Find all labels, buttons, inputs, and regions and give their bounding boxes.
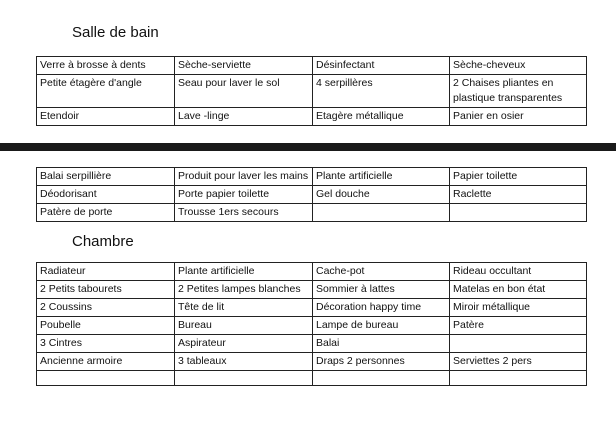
table-cell: Plante artificielle xyxy=(175,263,313,281)
table-cell: Désinfectant xyxy=(313,57,450,75)
table1-body xyxy=(37,57,587,126)
table-cell: 2 Petits tabourets xyxy=(37,281,175,299)
table-row xyxy=(37,371,587,386)
table-cell: Seau pour laver le sol xyxy=(175,75,313,108)
table-cell xyxy=(313,371,450,386)
table-row xyxy=(37,263,587,281)
table-cell: Sommier à lattes xyxy=(313,281,450,299)
table-cell: Produit pour laver les mains xyxy=(175,168,313,186)
table-cell: Etendoir xyxy=(37,108,175,126)
page-separator xyxy=(0,143,616,151)
table-cell: Petite étagère d'angle xyxy=(37,75,175,108)
table-cell: Tête de lit xyxy=(175,299,313,317)
table-row xyxy=(37,281,587,299)
table-cell: Lampe de bureau xyxy=(313,317,450,335)
table-cell: Serviettes 2 pers xyxy=(450,353,587,371)
table-cell: Déodorisant xyxy=(37,186,175,204)
table2-body xyxy=(37,168,587,222)
table-cell: Matelas en bon état xyxy=(450,281,587,299)
table-cell: 2 Petites lampes blanches xyxy=(175,281,313,299)
table-row xyxy=(37,75,587,108)
bathroom-table-2 xyxy=(36,167,587,222)
table-cell: Sèche-serviette xyxy=(175,57,313,75)
table-row xyxy=(37,299,587,317)
table-cell: 2 Coussins xyxy=(37,299,175,317)
table-cell: Ancienne armoire xyxy=(37,353,175,371)
table-row xyxy=(37,168,587,186)
table-cell: 4 serpillères xyxy=(313,75,450,108)
table-cell: Draps 2 personnes xyxy=(313,353,450,371)
table-cell: 3 tableaux xyxy=(175,353,313,371)
table3-body xyxy=(37,263,587,386)
table-cell: Papier toilette xyxy=(450,168,587,186)
table-cell: Poubelle xyxy=(37,317,175,335)
table-cell: Balai serpillière xyxy=(37,168,175,186)
table-cell: Trousse 1ers secours xyxy=(175,204,313,222)
table-cell: Radiateur xyxy=(37,263,175,281)
table-cell xyxy=(37,371,175,386)
table-cell: Gel douche xyxy=(313,186,450,204)
table-cell: Lave -linge xyxy=(175,108,313,126)
table-row xyxy=(37,204,587,222)
table-cell: Cache-pot xyxy=(313,263,450,281)
table-cell xyxy=(450,371,587,386)
table-cell: Patère de porte xyxy=(37,204,175,222)
bathroom-title: Salle de bain xyxy=(72,24,159,41)
table-cell: Sèche-cheveux xyxy=(450,57,587,75)
table-row xyxy=(37,108,587,126)
table-cell: Verre à brosse à dents xyxy=(37,57,175,75)
table-cell: Décoration happy time xyxy=(313,299,450,317)
table-cell: Porte papier toilette xyxy=(175,186,313,204)
table-cell: Bureau xyxy=(175,317,313,335)
table-cell: 3 Cintres xyxy=(37,335,175,353)
table-cell xyxy=(450,335,587,353)
table-cell xyxy=(175,371,313,386)
table-cell: Panier en osier xyxy=(450,108,587,126)
table-row xyxy=(37,317,587,335)
table-cell: Balai xyxy=(313,335,450,353)
bedroom-title: Chambre xyxy=(72,233,134,250)
bedroom-table xyxy=(36,262,587,386)
bathroom-table-1 xyxy=(36,56,587,126)
table-cell: Patère xyxy=(450,317,587,335)
table-row xyxy=(37,57,587,75)
table-cell: Miroir métallique xyxy=(450,299,587,317)
table-cell: Rideau occultant xyxy=(450,263,587,281)
table-cell: Aspirateur xyxy=(175,335,313,353)
table-cell: Etagère métallique xyxy=(313,108,450,126)
table-cell xyxy=(450,204,587,222)
table-row xyxy=(37,335,587,353)
table-cell: Plante artificielle xyxy=(313,168,450,186)
table-cell: 2 Chaises pliantes en plastique transparentes xyxy=(450,75,587,108)
table-cell: Raclette xyxy=(450,186,587,204)
table-row xyxy=(37,186,587,204)
table-row xyxy=(37,353,587,371)
table-cell xyxy=(313,204,450,222)
